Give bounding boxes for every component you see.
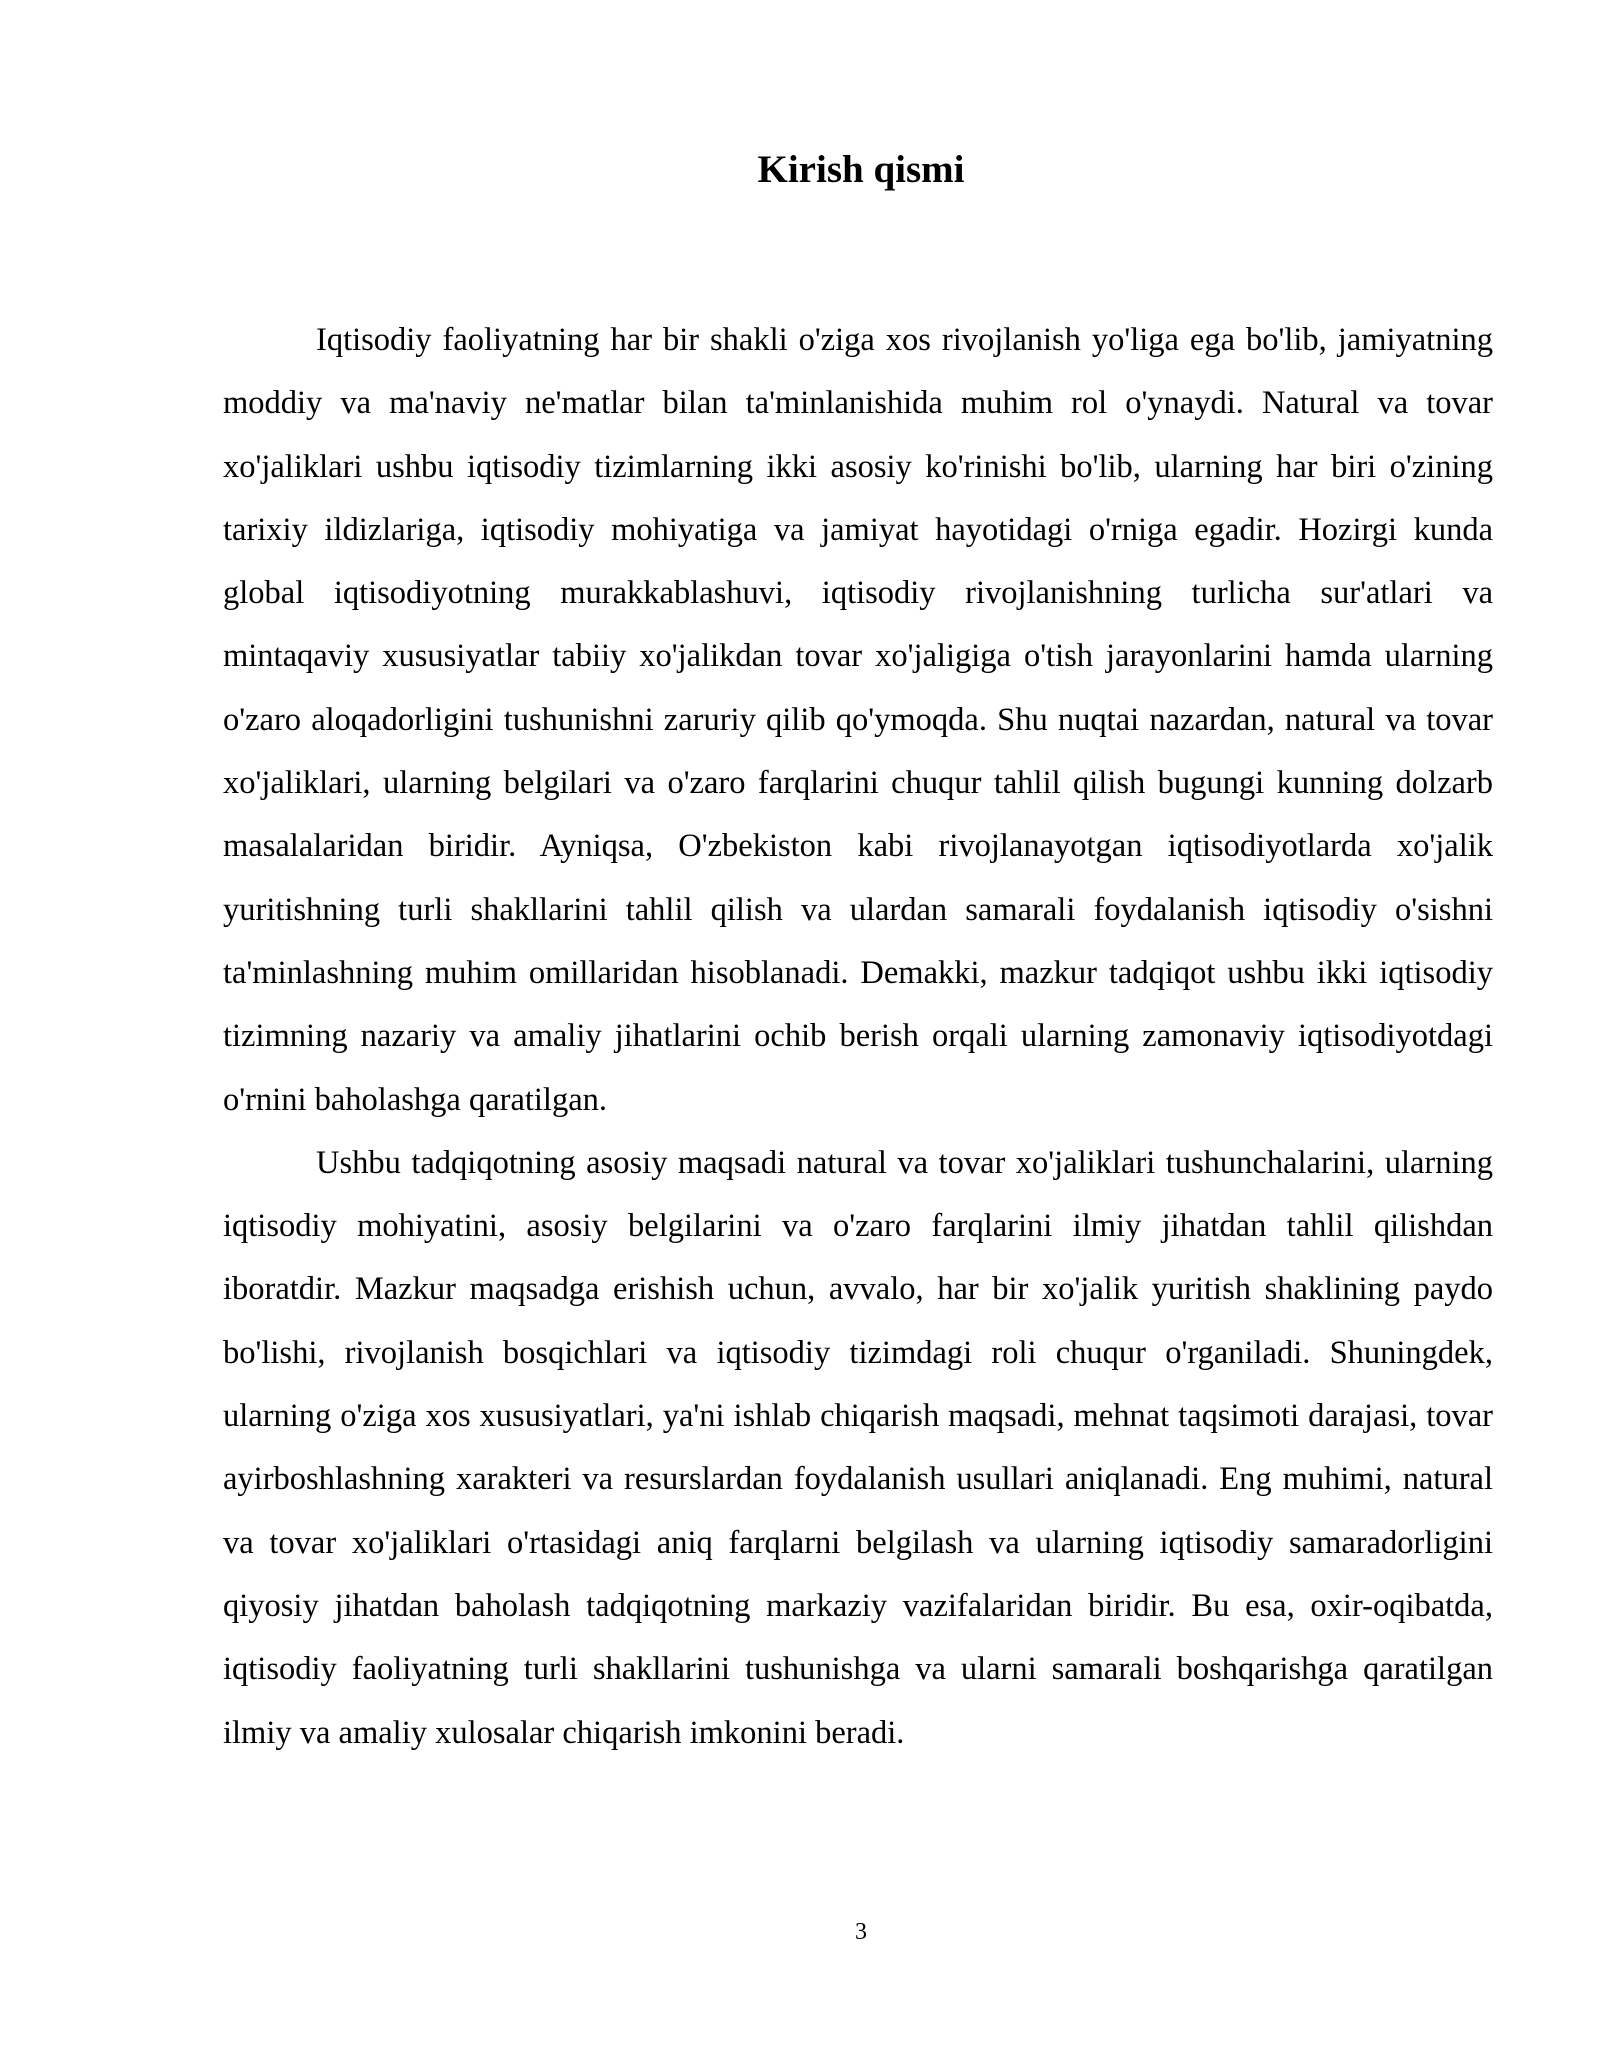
body-text [223,309,1493,1765]
page-title: Kirish qismi [757,148,965,191]
paragraph-goal: Ushbu tadqiqotning asosiy maqsadi natural va tovar xo'jaliklari tushunchalarini, ularning iqtisodiy mohiyatini, asosiy belgilarini va o'zaro farqlarini ilmiy jihatdan tahlil qilishdan iboratdir. Mazkur maqsadga erishish uchun, avvalo, har bir xo'jalik yuritish shaklining paydo bo'lishi, rivojlanish bosqichlari va iqtisodiy tizimdagi roli chuqur o'rganiladi. Shuningdek, ularning o'ziga xos xususiyatlari, ya'ni ishlab chiqarish maqsadi, mehnat taqsimoti darajasi, tovar ayirboshlashning xarakteri va resurslardan foydalanish usullari aniqlanadi. Eng muhimi, natural va tovar xo'jaliklari o'rtasidagi aniq farqlarni belgilash va ularning iqtisodiy samaradorligini qiyosiy jihatdan baholash tadqiqotning markaziy vazifalaridan biridir. Bu esa, oxir-oqibatda, iqtisodiy faoliyatning turli shakllarini tushunishga va ularni samarali boshqarishga qaratilgan ilmiy va amaliy xulosalar chiqarish imkonini beradi. [223,1144,1493,1751]
page-number: 3 [855,1919,867,1945]
paragraph-intro: Iqtisodiy faoliyatning har bir shakli o'ziga xos rivojlanish yo'liga ega bo'lib, jamiyatning moddiy va ma'naviy ne'matlar bilan ta'minlanishida muhim rol o'ynaydi. Natural va tovar xo'jaliklari ushbu iqtisodiy tizimlarning ikki asosiy ko'rinishi bo'lib, ularning har biri o'zining tarixiy ildizlariga, iqtisodiy mohiyatiga va jamiyat hayotidagi o'rniga egadir. Hozirgi kunda global iqtisodiyotning murakkablashuvi, iqtisodiy rivojlanishning turlicha sur'atlari va mintaqaviy xususiyatlar tabiiy xo'jalikdan tovar xo'jaligiga o'tish jarayonlarini hamda ularning o'zaro aloqadorligini tushunishni zaruriy qilib qo'ymoqda. Shu nuqtai nazardan, natural va tovar xo'jaliklari, ularning belgilari va o'zaro farqlarini chuqur tahlil qilish bugungi kunning dolzarb masalalaridan biridir. Ayniqsa, O'zbekiston kabi rivojlanayotgan iqtisodiyotlarda xo'jalik yuritishning turli shakllarini tahlil qilish va ulardan samarali foydalanish iqtisodiy o'sishni ta'minlashning muhim omillaridan hisoblanadi. Demakki, mazkur tadqiqot ushbu ikki iqtisodiy tizimning nazariy va amaliy jihatlarini ochib berish orqali ularning zamonaviy iqtisodiyotdagi o'rnini baholashga qaratilgan. [223,322,1493,1118]
